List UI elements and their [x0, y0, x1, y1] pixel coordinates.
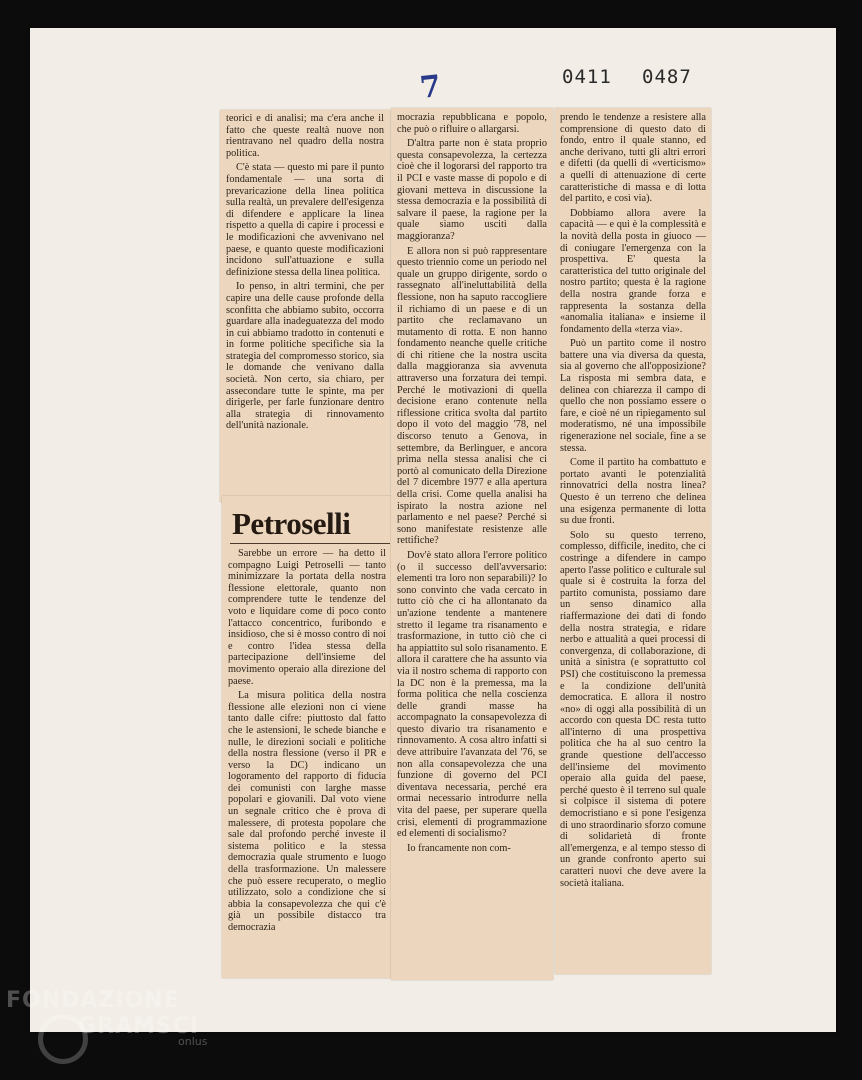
paragraph: Dov'è stato allora l'errore politico (o il successo dell'avversario: elementi tra loro non separabili)? Io sono convinto che vada cercato in tutto ciò che ci ha allontanato da un'azione tendente a mantenere stretto il legame tra risanamento e trasformazione, in tutto ciò che ci ha appiattito sul solo risanamento. E allora il carattere che ha assunto via via il nostro schema di rapporto con la DC non è la premessa, ma la forma politica che nella coscienza delle grandi masse ha accompagnato la consapevolezza di questo divario tra risanamento e rinnovamento. A cosa altro infatti si deve attribuire l'avanzata del '76, se non alla consapevolezza che una funzione di governo del PCI diventava necessaria, perché era ormai necessario introdurre nella vita del paese, per superare quella crisi, elementi di programmazione ed elementi di socialismo?: [397, 549, 547, 840]
paragraph: La misura politica della nostra flessione alle elezioni non ci viene tanto dalle cifre: piuttosto dal fatto che le astensioni, le schede bianche e nulle, le direzioni sociali e politiche della nostra flessione (verso il PR e verso la DC) indicano un logoramento del rapporto di fiducia dei comunisti con larghe masse popolari e giovanili. Dal voto viene un segnale critico che è prova di malessere, di protesta popolare che sale dal profondo perché investe il sistema politico e la stessa democrazia quale strumento e luogo della trasformazione. Un malessere che può essere recuperato, o meglio utilizzato, solo a condizione che si abbia la consapevolezza che qui c'è già un possibile distacco tra democrazia: [228, 690, 386, 933]
paragraph: Può un partito come il nostro battere una via diversa da questa, sia al governo che all'opposizione? La risposta mi sembra data, e delinea con chiarezza il campo di quello che non possiamo essere o fare, e cioè né un ripiegamento sul moderatismo, né una impossibile rigenerazione nel sociale, fine a se stessa.: [560, 338, 706, 454]
paragraph: Come il partito ha combattuto e portato avanti le potenzialità rinnovatrici della nostra linea? Questo è un terreno che delinea una esigenza permanente di lotta su due fronti.: [560, 457, 706, 527]
paragraph: mocrazia repubblicana e popolo, che può o rifluire o allargarsi.: [397, 112, 547, 135]
article-headline: Petroselli: [232, 506, 351, 541]
watermark-line-2: GRAMSCI: [78, 1014, 200, 1039]
paragraph: Solo su questo terreno, complesso, difficile, inedito, che ci costringe a difendere in campo aperto l'asse politico e culturale sul quale si è costruita la forza del partito comunista, possiamo dare un senso dinamico alla riaffermazione dei dati di fondo della nostra strategia, e ridare nerbo e attualità a quei processi di convergenza, di collaborazione, di unità a sinistra (e soprattutto col PSI) che costituiscono la premessa e la condizione dell'unità democratica. E allora il nostro «no» di oggi alla possibilità di un accordo con questa DC resta tutto all'interno di una prospettiva politica che ha al suo centro la grande questione dell'accesso dell'insieme del movimento operaio alla guida del paese, perché questo è il terreno sul quale si colpisce il sistema di potere democristiano e si pone l'esigenza di uno straordinario sforzo comune di solidarietà di fronte all'emergenza, e al tempo stesso di un grande confronto aperto sui caratteri nuovi che deve avere la società italiana.: [560, 529, 706, 889]
paragraph: D'altra parte non è stata proprio questa consapevolezza, la certezza cioè che il logorarsi del rapporto tra il PCI e vaste masse di popolo e di giovani metteva in discussione la stessa democrazia e la possibilità di salvare il paese, la ragione per la quale siamo usciti dalla maggioranza?: [397, 138, 547, 242]
archive-number-1: 0411: [562, 66, 612, 88]
watermark-line-1: FONDAZIONE: [6, 988, 180, 1013]
article-column-3: [560, 112, 706, 972]
paragraph: Io penso, in altri termini, che per capire una delle cause profonde della sconfitta che abbiamo subito, occorra guardare alla inadeguatezza del modo in cui abbiamo tradotto in contenuti e in forme politiche specifiche sia la strategia del compromesso storico, sia le domande che venivano dalla società. Non certo, sia chiaro, per assecondare tutte le spinte, ma per dirigerle, per farle funzionare dentro alla strategia di rinnovamento dell'unità nazionale.: [226, 281, 384, 432]
folio-number: 7: [418, 69, 443, 106]
paragraph: teorici e di analisi; ma c'era anche il fatto che queste realtà nuove non rientravano nel quadro della nostra politica.: [226, 113, 384, 159]
paragraph: Sarebbe un errore — ha detto il compagno Luigi Petroselli — tanto minimizzare la portata della nostra flessione elettorale, quanto non comprendere tutte le tendenze del voto e liquidare come di poco conto l'attacco concentrico, furibondo e insidioso, che si è mosso contro di noi e contro l'idea stessa della partecipazione dell'insieme del movimento operaio alla direzione del paese.: [228, 548, 386, 687]
archive-number-2: 0487: [642, 66, 692, 88]
paragraph: Dobbiamo allora avere la capacità — e qui è la complessità e la novità della posta in giuoco — di coniugare l'emergenza con la prospettiva. E' questa la caratteristica del tutto originale del nostro partito; questa è la ragione della nostra grande forza e rappresenta la sostanza della «anomalia italiana» e insieme il fondamento della «terza via».: [560, 207, 706, 335]
article-column-1-top: [226, 113, 384, 498]
headline-rule: [230, 543, 390, 544]
watermark-logo: [6, 990, 207, 1047]
article-column-1-bottom: [228, 548, 386, 976]
paragraph: E allora non si può rappresentare questo triennio come un periodo nel quale un gruppo dirigente, sordo o rassegnato all'ineluttabilità della flessione, non ha saputo raccogliere il richiamo di un paese e di un partito che reclamavano un mutamento di rotta. E non hanno fondamento neanche quelle critiche di chi ritiene che la nostra uscita dalla maggioranza sia avvenuta attraverso una forzatura dei tempi. Perché le motivazioni di quella decisione erano contenute nella riflessione critica svolta dal partito dopo il voto del maggio '78, nel discorso tenuto a Genova, in settembre, da Berlinguer, e ancora prima nella stessa analisi che ci portò al comunicato della Direzione del 7 dicembre 1977 e alla apertura della crisi. Come quella analisi ha ispirato la nostra azione nel parlamento e nel paese? Perché si sono manifestate resistenze alle rettifiche?: [397, 245, 547, 547]
article-column-2: [397, 112, 547, 978]
paragraph: C'è stata — questo mi pare il punto fondamentale — una sorta di prevaricazione della linea politica sulla realtà, un prevalere dell'esigenza di difendere e applicare la linea rispetto a quella di capire i processi e le modificazioni che avvenivano nel paese, e quanto queste modificazioni incidono sull'attuazione e sulla definizione stessa della linea politica.: [226, 162, 384, 278]
watermark-line-3: onlus: [178, 1035, 208, 1048]
paragraph: prendo le tendenze a resistere alla comprensione di questo dato di fondo, entro il quale stanno, ed anche derivano, tutti gli altri errori e difetti (da quelli di «verticismo» a quelli di attenuazione di certe caratteristiche di massa e di lotta del partito, e così via).: [560, 112, 706, 205]
paragraph: Io francamente non com-: [407, 842, 511, 854]
